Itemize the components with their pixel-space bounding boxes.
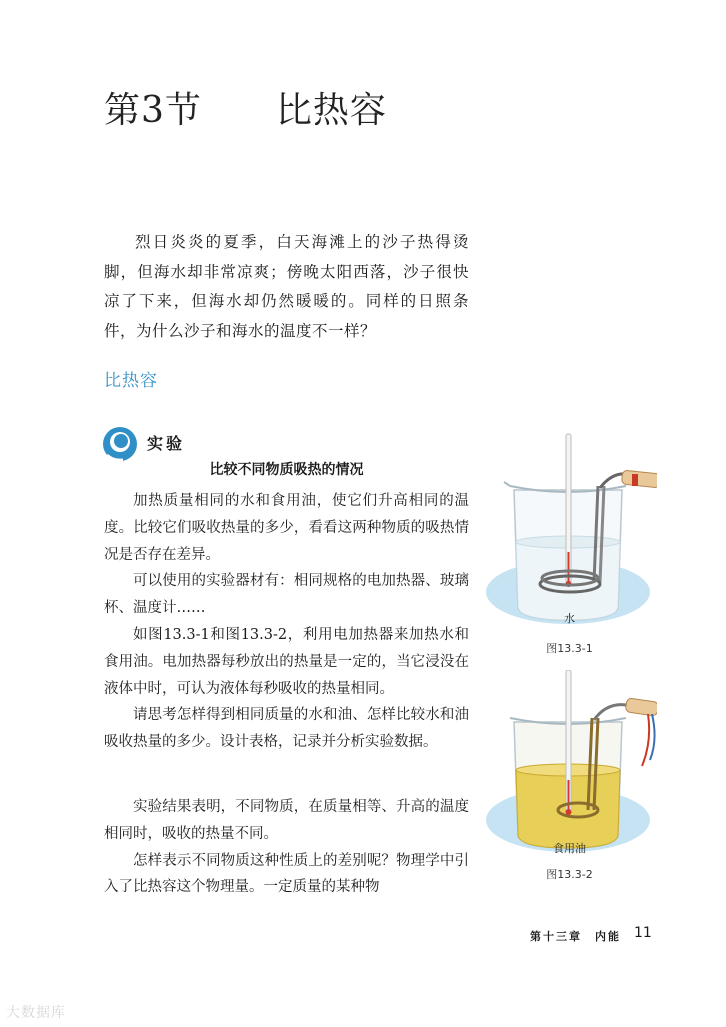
results-paragraph: 实验结果表明，不同物质，在质量相等、升高的温度相同时，吸收的热量不同。 <box>104 799 469 842</box>
heater-plug <box>621 470 657 488</box>
heater-cable <box>650 714 655 760</box>
footer-chapter: 第十三章 内能 <box>530 930 621 943</box>
experiment-body <box>104 488 469 756</box>
results-body <box>104 794 469 901</box>
results-paragraph: 怎样表示不同物质这种性质上的差别呢？物理学中引入了比热容这个物理量。一定质量的某种物 <box>104 852 469 896</box>
experiment-paragraph: 加热质量相同的水和食用油，使它们升高相同的温度。比较它们吸收热量的多少，看看这两种物质的吸热情况是否存在差异。 <box>104 493 469 563</box>
figure-oil <box>482 670 657 885</box>
figure-label: 水 <box>564 612 575 625</box>
water-beaker-illustration <box>482 432 657 632</box>
experiment-paragraph: 如图13.3-1和图13.3-2，利用电加热器来加热水和食用油。电加热器每秒放出的热量是一定的，当它浸没在液体中时，可认为液体每秒吸收的热量相同。 <box>104 626 469 697</box>
intro-paragraph: 烈日炎炎的夏季，白天海滩上的沙子热得烫脚，但海水却非常凉爽；傍晚太阳西落，沙子很快凉了下来，但海水却仍然暖暖的。同样的日照条件，为什么沙子和海水的温度不一样？ <box>104 233 469 340</box>
figure-label: 食用油 <box>553 842 586 855</box>
experiment-icon <box>101 425 139 463</box>
watermark: 大数据库 <box>6 1005 66 1021</box>
experiment-subtitle: 比较不同物质吸热的情况 <box>209 462 364 478</box>
figure-caption: 图13.3-1 <box>546 642 593 655</box>
page-number: 11 <box>634 925 652 941</box>
heater-plug <box>625 698 657 716</box>
section-heading: 比热容 <box>104 371 158 391</box>
page-title: 第3节 比热容 <box>104 90 387 131</box>
experiment-paragraph: 请思考怎样得到相同质量的水和油、怎样比较水和油吸收热量的多少。设计表格，记录并分析实验数据。 <box>104 707 469 751</box>
experiment-paragraph: 可以使用的实验器材有：相同规格的电加热器、玻璃杯、温度计…… <box>104 573 469 617</box>
experiment-label: 实验 <box>147 434 186 453</box>
oil-beaker-illustration <box>482 670 657 860</box>
figure-water <box>482 432 657 672</box>
figure-caption: 图13.3-2 <box>546 868 593 881</box>
